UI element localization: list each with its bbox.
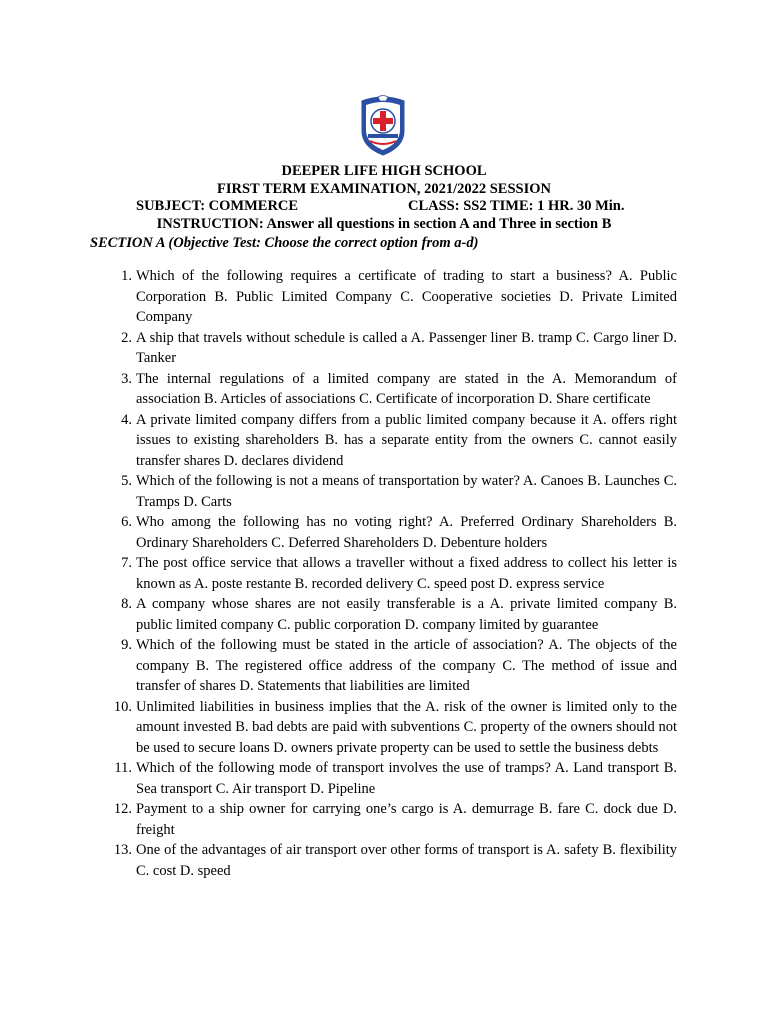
school-name: DEEPER LIFE HIGH SCHOOL	[281, 163, 487, 179]
question-item	[110, 553, 677, 594]
question-text: Which of the following must be stated in the article of association? A. The objects of the company B. The registered office address of the company C. The method of issue and transfer of shares D. Statements that liabilities are limited	[136, 637, 677, 694]
question-text: One of the advantages of air transport over other forms of transport is A. safety B. flexibility C. cost D. speed	[136, 842, 677, 879]
question-item	[110, 328, 677, 369]
question-item	[110, 410, 677, 472]
question-text: The internal regulations of a limited company are stated in the A. Memorandum of association B. Articles of associations C. Certificate of incorporation D. Share certificate	[136, 370, 677, 407]
question-number: 8.	[121, 596, 132, 612]
class-time-label: CLASS: SS2 TIME: 1 HR. 30 Min.	[408, 198, 625, 214]
question-item	[110, 594, 677, 635]
question-number: 5.	[121, 473, 132, 489]
question-text: A private limited company differs from a public limited company because it A. offers right issues to existing shareholders B. has a separate entity from the owners C. cannot easily transfer shares D. declares dividend	[136, 411, 677, 469]
question-text: A ship that travels without schedule is called a A. Passenger liner B. tramp C. Cargo liner D. Tanker	[136, 329, 677, 366]
question-number: 1.	[121, 268, 132, 284]
question-item	[110, 512, 677, 553]
question-item	[110, 697, 677, 759]
question-number: 12.	[113, 801, 132, 817]
question-number: 4.	[121, 411, 132, 428]
question-item	[110, 840, 677, 881]
question-item	[110, 635, 677, 697]
exam-header	[0, 163, 768, 233]
question-number: 3.	[121, 370, 132, 387]
question-number: 11.	[114, 760, 132, 776]
question-item	[110, 758, 677, 799]
question-text: Which of the following mode of transport involves the use of tramps? A. Land transport B. Sea transport C. Air transport D. Pipeline	[136, 760, 677, 797]
question-text: A company whose shares are not easily transferable is a A. private limited company B. public limited company C. public corporation D. company limited by guarantee	[136, 596, 677, 633]
question-item	[110, 471, 677, 512]
question-number: 6.	[121, 514, 132, 530]
question-item	[110, 266, 677, 328]
question-number: 9.	[121, 637, 132, 653]
subject-label: SUBJECT: COMMERCE	[136, 198, 299, 214]
question-number: 7.	[121, 555, 132, 571]
question-number: 10.	[113, 698, 132, 715]
question-item	[110, 369, 677, 410]
question-text: Who among the following has no voting right? A. Preferred Ordinary Shareholders B. Ordinary Shareholders C. Deferred Shareholders D. Debenture holders	[136, 514, 677, 551]
question-list	[110, 266, 677, 881]
exam-title: FIRST TERM EXAMINATION, 2021/2022 SESSION	[217, 180, 551, 197]
instruction-text: INSTRUCTION: Answer all questions in section A and Three in section B	[156, 215, 612, 232]
question-text: Which of the following requires a certificate of trading to start a business? A. Public Corporation B. Public Limited Company C. Cooperative societies D. Private Limited Company	[136, 268, 677, 325]
question-number: 13.	[113, 842, 132, 858]
section-a-title: SECTION A (Objective Test: Choose the correct option from a-d)	[90, 235, 479, 251]
question-item	[110, 799, 677, 840]
subject-class-line	[0, 198, 768, 216]
question-text: Which of the following is not a means of transportation by water? A. Canoes B. Launches C. Tramps D. Carts	[136, 473, 677, 510]
question-number: 2.	[121, 329, 132, 346]
question-text: Unlimited liabilities in business implies that the A. risk of the owner is limited only to the amount invested B. bad debts are paid with subventions C. property of the owners should not be used to secure loans D. owners private property can be used to settle the business debts	[136, 698, 677, 756]
question-text: The post office service that allows a traveller without a fixed address to collect his letter is known as A. poste restante B. recorded delivery C. speed post D. express service	[136, 555, 677, 592]
school-crest-logo	[358, 95, 408, 157]
question-text: Payment to a ship owner for carrying one’s cargo is A. demurrage B. fare C. dock due D. freight	[136, 801, 677, 838]
